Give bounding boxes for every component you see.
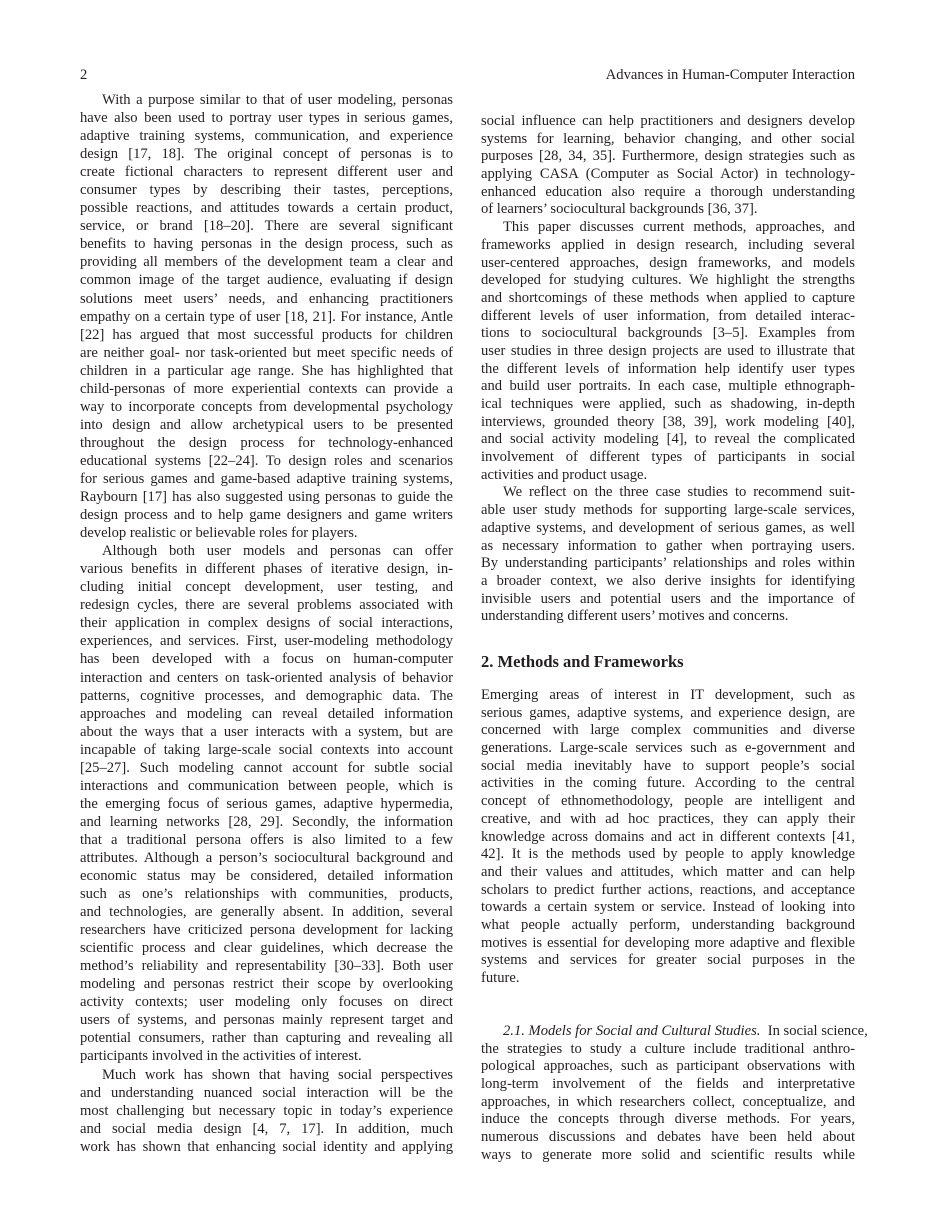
text-line: approaches, in which researchers collect, conceptualize, and bbox=[481, 1093, 855, 1110]
text-line: a broader context, we also derive insights for identifying bbox=[481, 572, 855, 589]
text-line: their application in complex designs of social interactions, bbox=[80, 615, 453, 632]
text-line: ways to generate more solid and scientific results while bbox=[481, 1146, 855, 1163]
text-line: providing all members of the development team a clear and bbox=[80, 254, 453, 271]
text-line: and social media design [4, 7, 17]. In addition, much bbox=[80, 1120, 453, 1137]
text-line: Much work has shown that having social perspectives bbox=[102, 1066, 453, 1083]
text-line: future. bbox=[481, 970, 520, 986]
text-line: design process and to help game designers and game writers bbox=[80, 507, 453, 524]
text-line: applying CASA (Computer as Social Actor) in technology- bbox=[481, 166, 855, 183]
text-line: numerous discussions and debates have been held about bbox=[481, 1129, 855, 1146]
text-line: involvement of different types of participants in social bbox=[481, 449, 855, 466]
text-line: understanding different users’ motives and concerns. bbox=[481, 608, 789, 625]
text-line: activity contexts; user modeling only focuses on direct bbox=[80, 994, 453, 1011]
text-line: This paper discusses current methods, approaches, and bbox=[503, 219, 855, 236]
text-line: towards a certain system or service. Instead of looking into bbox=[481, 899, 855, 916]
text-line: interviews, grounded theory [38, 39], work modeling [40], bbox=[481, 413, 855, 430]
paragraph bbox=[481, 687, 855, 988]
text-line: the emerging focus of serious games, adaptive hypermedia, bbox=[80, 795, 453, 812]
text-line: work has shown that enhancing social identity and applying bbox=[80, 1138, 453, 1155]
text-line: serious games, adaptive systems, and experience design, are bbox=[481, 704, 855, 721]
text-line: generations. Large-scale services such as e-government and bbox=[481, 740, 855, 757]
text-line: most challenging but necessary topic in today’s experience bbox=[80, 1102, 453, 1119]
text-line: Raybourn [17] has also suggested using personas to guide the bbox=[80, 489, 453, 506]
right-column-intro bbox=[481, 113, 855, 626]
section-heading: 2. Methods and Frameworks bbox=[481, 652, 684, 671]
paragraph bbox=[80, 91, 453, 542]
text-line: different levels of user information, from detailed interac- bbox=[481, 307, 855, 324]
text-line: Although both user models and personas can offer bbox=[102, 543, 453, 560]
text-line: child-personas of more experiential contexts can provide a bbox=[80, 380, 453, 397]
paragraph bbox=[481, 219, 855, 484]
text-line: children in a particular age range. She has highlighted that bbox=[80, 362, 453, 379]
text-line: patterns, cognitive processes, and demographic data. The bbox=[80, 687, 453, 704]
text-line: social influence can help practitioners and designers develop bbox=[481, 113, 855, 129]
paragraph bbox=[481, 113, 855, 219]
paragraph bbox=[80, 542, 453, 1065]
text-line: about the ways that a user interacts with a system, but are bbox=[80, 723, 453, 740]
text-line: participants involved in the activities of interest. bbox=[80, 1048, 362, 1065]
text-line: develop realistic or believable roles for players. bbox=[80, 525, 358, 542]
text-line: various benefits in different phases of iterative design, in- bbox=[80, 561, 453, 578]
text-line: creative, and with ad hoc practices, they can apply their bbox=[481, 810, 855, 827]
left-column bbox=[80, 91, 453, 1156]
text-line: have also been used to portray user types in serious games, bbox=[80, 110, 453, 127]
paragraph bbox=[80, 1066, 453, 1156]
text-line: user-centered approaches, design frameworks, and models bbox=[481, 254, 855, 271]
text-line: solutions meet users’ needs, and enhancing practitioners bbox=[80, 290, 453, 307]
text-line: activities in the coming future. According to the central bbox=[481, 775, 855, 792]
text-line: the strategies to study a culture include traditional anthro- bbox=[481, 1040, 855, 1057]
section-body bbox=[481, 687, 855, 988]
text-line: ical techniques were applied, such as shadowing, in-depth bbox=[481, 396, 855, 412]
text-line: the different levels of information help identify user types bbox=[481, 360, 855, 377]
text-line: systems for learning, behavior changing, and other social bbox=[481, 130, 855, 147]
page-number: 2 bbox=[80, 67, 88, 83]
text-line: [25–27]. Such modeling cannot account for subtle social bbox=[80, 759, 453, 776]
text-line: consumer types by describing their tastes, perceptions, bbox=[80, 182, 453, 199]
text-line: scholars to predict further actions, reactions, and acceptance bbox=[481, 881, 855, 898]
text-line: invisible users and potential users and the importance of bbox=[481, 590, 855, 607]
text-line: attributes. Although a person’s sociocultural background and bbox=[80, 849, 453, 866]
text-line: concept of ethnomethodology, people are intelligent and bbox=[481, 793, 855, 810]
text-line: frameworks applied in design research, including several bbox=[481, 236, 855, 253]
text-line: induce the concepts through diverse methods. For years, bbox=[481, 1111, 855, 1128]
text-line: as necessary information to gather when portraying users. bbox=[481, 537, 855, 554]
subsection bbox=[481, 1023, 868, 1165]
text-line: and shortcomings of these methods when applied to capture bbox=[481, 289, 855, 306]
text-line: empathy on a certain type of user [18, 21]. For instance, Antle bbox=[80, 308, 453, 325]
text-line: such as one’s relationships with communities, products, bbox=[80, 886, 453, 903]
subsection-first-line-text: In social science, bbox=[767, 1023, 868, 1039]
text-line: interactions and communication between people, which is bbox=[80, 777, 453, 794]
text-line: approaches and modeling can reveal detailed information bbox=[80, 705, 453, 722]
text-line: 42]. It is the methods used by people to apply knowledge bbox=[481, 846, 855, 863]
text-line: and learning networks [28, 29]. Secondly, the information bbox=[80, 813, 453, 830]
text-line: able user study methods for supporting large-scale services, bbox=[481, 502, 855, 519]
text-line: educational systems [22–24]. To design roles and scenarios bbox=[80, 452, 453, 469]
text-line: has been developed with a focus on human-computer bbox=[80, 651, 453, 668]
text-line: users of systems, and personas mainly represent target and bbox=[80, 1012, 453, 1029]
text-line: are neither goal- nor task-oriented but meet specific needs of bbox=[80, 344, 453, 361]
text-line: With a purpose similar to that of user modeling, personas bbox=[102, 92, 453, 108]
text-line: systems and services for greater social purposes in the bbox=[481, 952, 855, 969]
text-line: modeling and personas restrict their scope by overlooking bbox=[80, 976, 453, 993]
text-line: potential consumers, rather than capturing and revealing all bbox=[80, 1030, 453, 1047]
paragraph bbox=[481, 484, 855, 626]
subsection-first-line bbox=[481, 1023, 868, 1041]
text-line: of learners’ sociocultural backgrounds [36, 37]. bbox=[481, 201, 758, 218]
text-line: and social activity modeling [4], to reveal the complicated bbox=[481, 431, 855, 448]
text-line: incapable of taking large-scale social contexts into account bbox=[80, 741, 453, 758]
text-line: Emerging areas of interest in IT development, such as bbox=[481, 687, 855, 703]
text-line: purposes [28, 34, 35]. Furthermore, design strategies such as bbox=[481, 148, 855, 165]
text-line: interaction and centers on task-oriented analysis of behavior bbox=[80, 669, 453, 686]
text-line: benefits to having personas in the design process, such as bbox=[80, 236, 453, 253]
text-line: experiences, and services. First, user-modeling methodology bbox=[80, 633, 453, 650]
text-line: throughout the design process for technology-enhanced bbox=[80, 434, 453, 451]
text-line: possible reactions, and attitudes towards a certain product, bbox=[80, 200, 453, 217]
text-line: tions to sociocultural backgrounds [3–5]. Examples from bbox=[481, 325, 855, 342]
text-line: long-term involvement of the fields and interpretative bbox=[481, 1076, 855, 1093]
text-line: adaptive systems, and development of serious games, as well bbox=[481, 519, 855, 536]
text-line: knowledge across domains and act in different contexts [41, bbox=[481, 828, 855, 845]
text-line: common image of the target audience, evaluating if design bbox=[80, 272, 453, 289]
text-line: what people actually perform, understanding background bbox=[481, 916, 855, 933]
text-line: that a traditional persona offers is also limited to a few bbox=[80, 831, 453, 848]
text-line: We reflect on the three case studies to recommend suit- bbox=[503, 484, 855, 501]
text-line: scientific process and clear guidelines, which decrease the bbox=[80, 940, 453, 957]
text-line: and technologies, are generally absent. In addition, several bbox=[80, 904, 453, 921]
text-line: into design and allow archetypical users to be presented bbox=[80, 416, 453, 433]
text-line: way to incorporate concepts from developmental psychology bbox=[80, 398, 453, 415]
text-line: adaptive training systems, communication, and experience bbox=[80, 128, 453, 145]
running-header-journal: Advances in Human-Computer Interaction bbox=[605, 67, 855, 83]
text-line: and understanding nuanced social interaction will be the bbox=[80, 1084, 453, 1101]
text-line: create fictional characters to represent different user and bbox=[80, 164, 453, 181]
text-line: pological approaches, such as participant observations with bbox=[481, 1058, 855, 1075]
text-line: and their values and attitudes, which matter and can help bbox=[481, 863, 855, 880]
subsection-title: 2.1. Models for Social and Cultural Studies. bbox=[503, 1023, 761, 1039]
text-line: for serious games and game-based adaptive training systems, bbox=[80, 470, 453, 487]
text-line: developed for studying cultures. We highlight the strengths bbox=[481, 272, 855, 289]
text-line: design [17, 18]. The original concept of personas is to bbox=[80, 146, 453, 163]
text-line: user studies in three design projects are used to illustrate that bbox=[481, 342, 855, 359]
text-line: and build user portraits. In each case, multiple ethnograph- bbox=[481, 378, 855, 395]
text-line: motives is essential for developing more adaptive and flexible bbox=[481, 934, 855, 951]
text-line: researchers have criticized persona development for lacking bbox=[80, 922, 453, 939]
text-line: [22] has argued that most successful products for children bbox=[80, 326, 453, 343]
text-line: concerned with large complex communities and diverse bbox=[481, 722, 855, 739]
text-line: By understanding participants’ relationships and roles within bbox=[481, 555, 855, 572]
text-line: service, or brand [18–20]. There are several significant bbox=[80, 218, 453, 235]
text-line: redesign cycles, there are several problems associated with bbox=[80, 597, 453, 614]
text-line: activities and product usage. bbox=[481, 466, 648, 483]
text-line: economic status may be considered, detailed information bbox=[80, 868, 453, 885]
text-line: enhanced education also require a thorough understanding bbox=[481, 183, 855, 200]
text-line: method’s reliability and representability [30–33]. Both user bbox=[80, 958, 453, 975]
text-line: social media inevitably have to support people’s social bbox=[481, 757, 855, 774]
text-line: cluding initial concept development, user testing, and bbox=[80, 579, 453, 596]
